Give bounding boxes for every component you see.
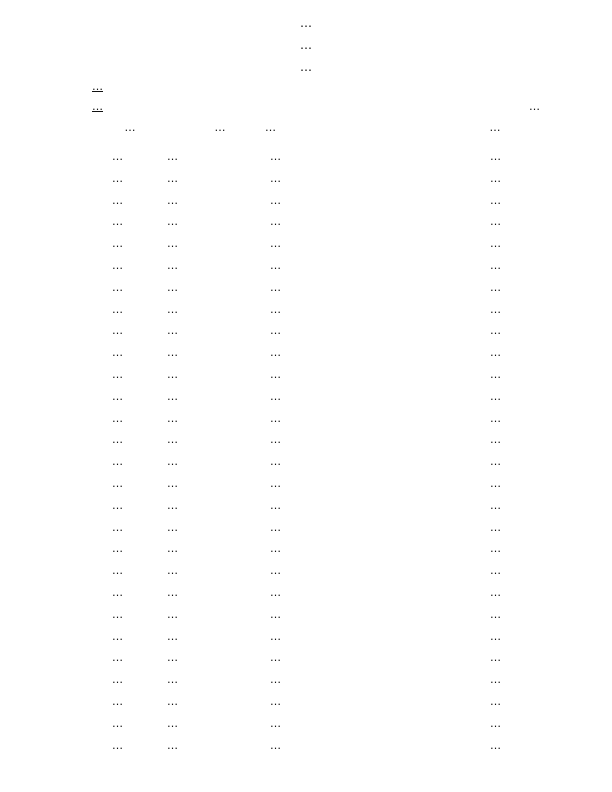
voter-name: … [270, 651, 281, 665]
count-cell: … [490, 455, 501, 469]
row-number: … [112, 607, 123, 621]
constituency-label: … [92, 80, 103, 93]
voter-name: … [270, 193, 281, 207]
card-number: … [167, 324, 178, 338]
table-row [0, 521, 612, 543]
row-number: … [112, 280, 123, 294]
voter-name: … [270, 411, 281, 425]
column-header-no: … [124, 121, 136, 134]
count-cell: … [490, 607, 501, 621]
row-number: … [112, 258, 123, 272]
table-row [0, 455, 612, 477]
count-cell: … [490, 411, 501, 425]
voter-name: … [270, 455, 281, 469]
column-header-card-no: … [214, 121, 226, 134]
voter-name: … [270, 585, 281, 599]
row-number: … [112, 520, 123, 534]
table-row [0, 390, 612, 412]
card-number: … [167, 302, 178, 316]
table-row [0, 433, 612, 455]
row-number: … [112, 302, 123, 316]
count-cell: … [490, 738, 501, 752]
voter-name: … [270, 324, 281, 338]
ward-label: … [92, 100, 103, 113]
card-number: … [167, 607, 178, 621]
count-cell: … [490, 237, 501, 251]
card-number: … [167, 433, 178, 447]
count-cell: … [490, 389, 501, 403]
table-row [0, 477, 612, 499]
voter-name: … [270, 607, 281, 621]
row-number: … [112, 150, 123, 163]
voter-name: … [270, 171, 281, 185]
count-cell: … [490, 629, 501, 643]
table-row [0, 194, 612, 216]
card-number: … [167, 694, 178, 708]
card-number: … [167, 237, 178, 251]
voter-name: … [270, 673, 281, 687]
table-row [0, 259, 612, 281]
table-row [0, 542, 612, 564]
card-number: … [167, 215, 178, 229]
table-row [0, 368, 612, 390]
count-cell: … [490, 651, 501, 665]
count-cell: … [490, 280, 501, 294]
table-row [0, 412, 612, 434]
row-number: … [112, 171, 123, 185]
count-cell: … [490, 673, 501, 687]
count-cell: … [490, 346, 501, 360]
voter-name: … [270, 564, 281, 578]
count-cell: … [490, 367, 501, 381]
voter-name: … [270, 476, 281, 490]
table-row [0, 150, 612, 172]
row-number: … [112, 476, 123, 490]
row-number: … [112, 346, 123, 360]
table-row [0, 564, 612, 586]
card-number: … [167, 346, 178, 360]
row-number: … [112, 694, 123, 708]
card-number: … [167, 258, 178, 272]
table-row [0, 717, 612, 739]
card-number: … [167, 171, 178, 185]
card-number: … [167, 193, 178, 207]
count-cell: … [490, 150, 501, 163]
voter-name: … [270, 150, 281, 163]
voter-name: … [270, 629, 281, 643]
voter-table [0, 150, 612, 760]
card-number: … [167, 150, 178, 163]
voter-name: … [270, 215, 281, 229]
table-row [0, 499, 612, 521]
column-header-name: … [265, 121, 276, 134]
voter-name: … [270, 237, 281, 251]
card-number: … [167, 455, 178, 469]
row-number: … [112, 389, 123, 403]
row-number: … [112, 433, 123, 447]
count-cell: … [490, 716, 501, 730]
card-number: … [167, 498, 178, 512]
row-number: … [112, 738, 123, 752]
page-number: … [300, 16, 312, 30]
table-row [0, 739, 612, 761]
voter-name: … [270, 302, 281, 316]
table-row [0, 651, 612, 673]
document-title: … [300, 38, 312, 52]
table-row [0, 673, 612, 695]
row-number: … [112, 324, 123, 338]
table-row [0, 695, 612, 717]
card-number: … [167, 564, 178, 578]
voter-count-label: … [529, 100, 540, 113]
count-cell: … [490, 585, 501, 599]
row-number: … [112, 455, 123, 469]
table-row [0, 346, 612, 368]
card-number: … [167, 367, 178, 381]
count-cell: … [490, 564, 501, 578]
count-cell: … [490, 171, 501, 185]
card-number: … [167, 629, 178, 643]
card-number: … [167, 738, 178, 752]
card-number: … [167, 411, 178, 425]
voter-name: … [270, 542, 281, 556]
row-number: … [112, 542, 123, 556]
row-number: … [112, 564, 123, 578]
voter-name: … [270, 738, 281, 752]
card-number: … [167, 716, 178, 730]
voter-name: … [270, 498, 281, 512]
row-number: … [112, 716, 123, 730]
voter-name: … [270, 716, 281, 730]
count-cell: … [490, 258, 501, 272]
count-cell: … [490, 542, 501, 556]
count-cell: … [490, 193, 501, 207]
card-number: … [167, 389, 178, 403]
row-number: … [112, 193, 123, 207]
row-number: … [112, 237, 123, 251]
table-row [0, 630, 612, 652]
voter-name: … [270, 367, 281, 381]
voter-name: … [270, 520, 281, 534]
voter-name: … [270, 346, 281, 360]
table-row [0, 215, 612, 237]
count-cell: … [490, 324, 501, 338]
voter-name: … [270, 694, 281, 708]
row-number: … [112, 651, 123, 665]
table-row [0, 303, 612, 325]
row-number: … [112, 585, 123, 599]
voter-name: … [270, 433, 281, 447]
count-cell: … [490, 694, 501, 708]
card-number: … [167, 542, 178, 556]
card-number: … [167, 673, 178, 687]
voter-name: … [270, 389, 281, 403]
voter-name: … [270, 258, 281, 272]
document-subtitle: … [300, 60, 312, 74]
table-row [0, 172, 612, 194]
row-number: … [112, 411, 123, 425]
table-row [0, 586, 612, 608]
table-row [0, 324, 612, 346]
count-cell: … [490, 476, 501, 490]
card-number: … [167, 476, 178, 490]
row-number: … [112, 629, 123, 643]
card-number: … [167, 651, 178, 665]
row-number: … [112, 673, 123, 687]
voter-name: … [270, 280, 281, 294]
count-cell: … [490, 520, 501, 534]
row-number: … [112, 498, 123, 512]
card-number: … [167, 585, 178, 599]
count-cell: … [490, 433, 501, 447]
table-row [0, 281, 612, 303]
count-cell: … [490, 498, 501, 512]
row-number: … [112, 215, 123, 229]
column-header-count: … [489, 121, 501, 134]
count-cell: … [490, 215, 501, 229]
table-row [0, 608, 612, 630]
card-number: … [167, 520, 178, 534]
card-number: … [167, 280, 178, 294]
table-row [0, 237, 612, 259]
row-number: … [112, 367, 123, 381]
count-cell: … [490, 302, 501, 316]
